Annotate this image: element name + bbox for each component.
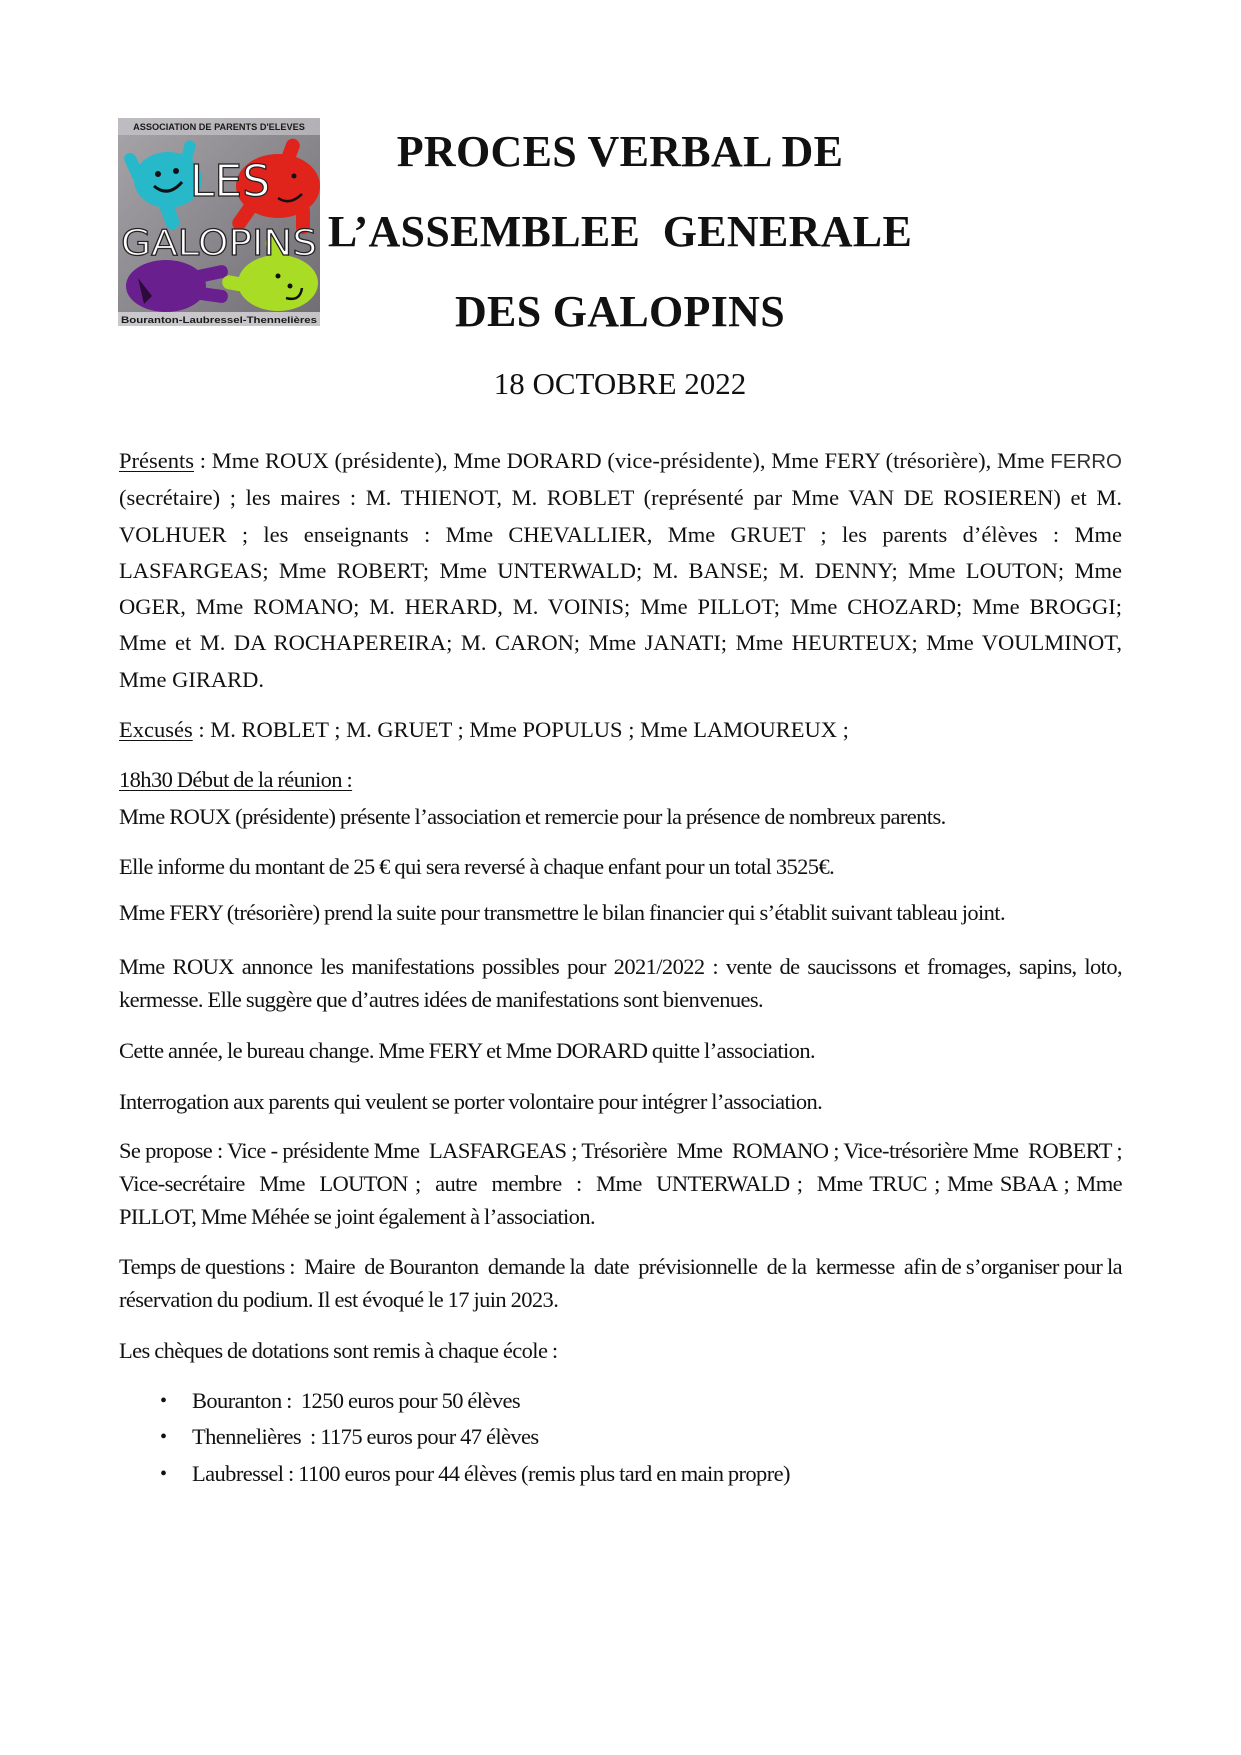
bullet-icon: • — [160, 1390, 167, 1413]
title-line-1: PROCES VERBAL DE — [396, 127, 844, 176]
school-text: Laubressel : 1100 euros pour 44 élèves (remis plus tard en main propre) — [192, 1460, 790, 1486]
paragraph-president-intro: Mme ROUX (présidente) présente l’association et remercie pour la présence de nombreux parents. — [119, 803, 946, 829]
presents-ferro: FERRO — [1050, 450, 1122, 473]
paragraph-new-members: Se propose : Vice - présidente Mme LASFARGEAS ; Trésorière Mme ROMANO ; Vice-trésorière Mme ROBERT ; Vice-secrétaire Mme LOUTON ; autre membre : Mme UNTERWALD ; Mme TRUC ; Mme SBAA ; Mme PILLOT, Mme Méhée se joint également à l’association. — [119, 1137, 1132, 1229]
document-title — [320, 112, 920, 352]
school-text: Thennelières : 1175 euros pour 47 élèves — [192, 1424, 539, 1450]
meeting-start-text: 18h30 Début de la réunion : — [119, 767, 353, 793]
paragraph-questions: Temps de questions : Maire de Bouranton demande la date prévisionnelle de la kermesse afin de s’organiser pour la réservation du podium. Il est évoqué le 17 juin 2023. — [119, 1253, 1127, 1312]
bullet-icon: • — [160, 1426, 167, 1449]
association-logo — [118, 118, 320, 326]
paragraph-board-change: Cette année, le bureau change. Mme FERY et Mme DORARD quitte l’association. — [119, 1038, 815, 1064]
paragraph-amount: Elle informe du montant de 25 € qui sera reversé à chaque enfant pour un total 3525€. — [119, 853, 835, 879]
paragraph-volunteers: Interrogation aux parents qui veulent se porter volontaire pour intégrer l’association. — [119, 1088, 823, 1114]
painted-hands-image — [118, 118, 320, 326]
title-line-2: L’ASSEMBLEE GENERALE — [327, 207, 913, 256]
logo-top-text: ASSOCIATION DE PARENTS D'ELEVES — [133, 122, 305, 132]
excuses-text: : M. ROBLET ; M. GRUET ; Mme POPULUS ; Mme LAMOUREUX ; — [192, 717, 849, 743]
logo-bottom-text: Bouranton-Laubressel-Thennelières — [121, 315, 317, 325]
title-line-3: DES GALOPINS — [454, 287, 785, 336]
logo-word-galopins: GALOPINS — [121, 223, 317, 264]
school-text: Bouranton : 1250 euros pour 50 élèves — [192, 1388, 521, 1414]
presents-text-2: (secrétaire) ; les maires : M. THIENOT, M. ROBLET (représenté par Mme VAN DE ROSIEREN) et M. VOLHUER ; les enseignants : Mme CHEVALLIER, Mme GRUET ; les parents d’élèves : Mme LASFARGEAS; Mme ROBERT; Mme UNTERWALD; M. BANSE; M. DENNY; Mme LOUTON; Mme OGER, Mme ROMANO; M. HERARD, M. VOINIS; Mme PILLOT; Mme CHOZARD; Mme BROGGI; Mme et M. DA ROCHAPEREIRA; M. CARON; Mme JANATI; Mme HEURTEUX; Mme VOULMINOT, Mme GIRARD. — [119, 485, 1122, 692]
meeting-date: 18 OCTOBRE 2022 — [493, 366, 747, 401]
meeting-start-heading — [119, 762, 1122, 798]
list-item — [160, 1456, 1122, 1492]
document-body — [119, 443, 1132, 1492]
excuses-label: Excusés — [119, 717, 193, 743]
bullet-icon: • — [160, 1462, 167, 1485]
logo-word-les: LES — [189, 156, 271, 207]
list-item — [160, 1383, 1122, 1419]
presents-label: Présents — [119, 448, 194, 473]
presents-paragraph — [119, 443, 1122, 698]
presents-text-1: : Mme ROUX (présidente), Mme DORARD (vice-présidente), Mme FERY (trésorière), Mme — [194, 448, 1051, 473]
excuses-paragraph — [119, 712, 1122, 748]
list-item — [160, 1419, 1122, 1455]
school-dotation-list — [119, 1383, 1122, 1492]
paragraph-cheques: Les chèques de dotations sont remis à chaque école : — [119, 1337, 558, 1363]
paragraph-treasurer: Mme FERY (trésorière) prend la suite pour transmettre le bilan financier qui s’établit suivant tableau joint. — [119, 900, 1005, 926]
paragraph-events: Mme ROUX annonce les manifestations possibles pour 2021/2022 : vente de saucissons et fromages, sapins, loto, kermesse. Elle suggère que d’autres idées de manifestations sont bienvenues. — [119, 954, 1122, 1013]
